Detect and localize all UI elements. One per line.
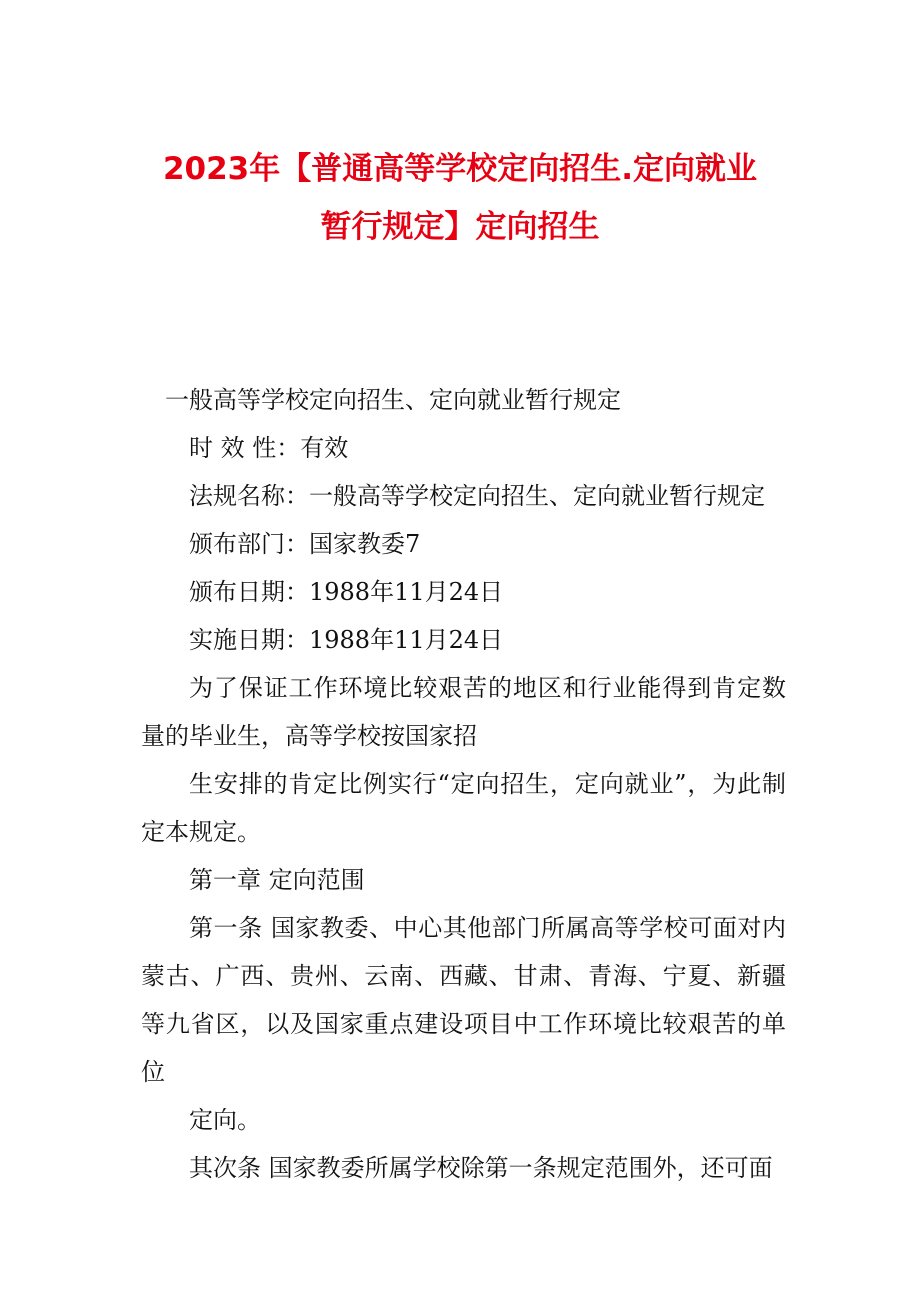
title-line-2: 暂行规定】定向招生 [320,209,600,245]
paragraph-purpose-cont: 生安排的肯定比例实行“定向招生，定向就业”，为此制定本规定。 [141,770,786,846]
article-2: 其次条 国家教委所属学校除第一条规定范围外，还可面 [189,1154,773,1182]
regulation-heading: 一般高等学校定向招生、定向就业暂行规定 [165,386,621,414]
validity-line: 时 效 性：有效 [189,434,349,462]
paragraph-purpose: 为了保证工作环境比较艰苦的地区和行业能得到肯定数量的毕业生，高等学校按国家招 [141,674,786,750]
document-body [141,376,786,1192]
chapter-heading: 第一章 定向范围 [189,866,365,894]
issuing-department-line: 颁布部门：国家教委7 [189,530,421,558]
document-title [120,140,800,256]
regulation-name-line: 法规名称：一般高等学校定向招生、定向就业暂行规定 [189,482,765,510]
article-1-cont: 定向。 [189,1106,261,1134]
article-1: 第一条 国家教委、中心其他部门所属高等学校可面对内蒙古、广西、贵州、云南、西藏、甘肃、青海、宁夏、新疆等九省区，以及国家重点建设项目中工作环境比较艰苦的单位 [141,914,786,1086]
effective-date-line: 实施日期：1988年11月24日 [189,626,504,654]
title-line-1: 2023年【普通高等学校定向招生.定向就业 [162,151,758,187]
issue-date-line: 颁布日期：1988年11月24日 [189,578,504,606]
